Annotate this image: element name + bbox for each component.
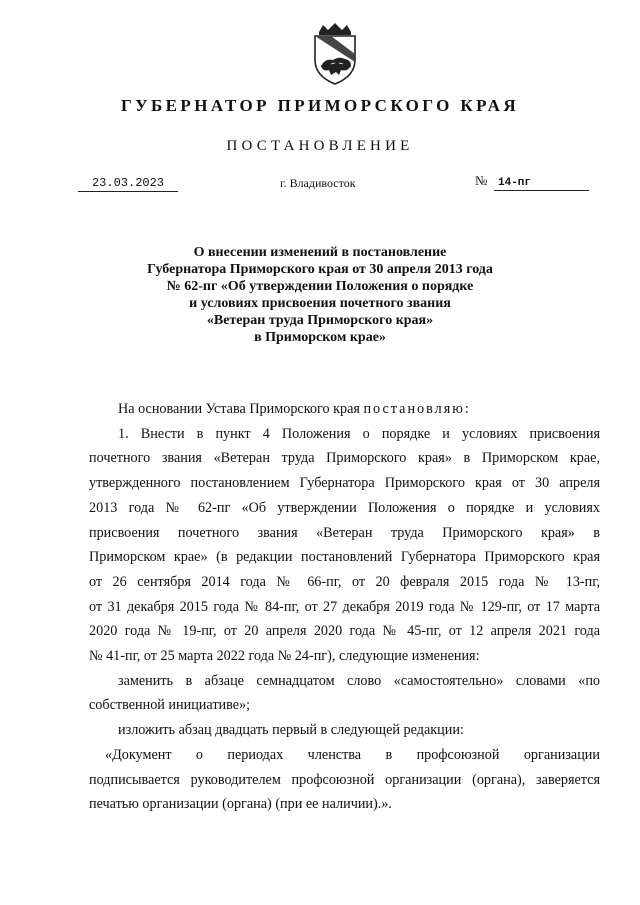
subject-line: № 62-пг «Об утверждении Положения о порядке — [166, 279, 474, 294]
subject-line: в Приморском крае» — [254, 330, 386, 345]
subject-line: Губернатора Приморского края от 30 апреля 2013 года — [147, 262, 493, 277]
preamble — [89, 397, 600, 422]
paragraph-line: № 41-пг, от 25 марта 2022 года № 24-пг), следующие изменения: — [89, 648, 480, 665]
subject-line: О внесении изменений в постановление — [193, 245, 447, 260]
paragraph-line: собственной инициативе»; — [89, 697, 251, 714]
paragraph-line: 2020 года № 19-пг, от 20 апреля 2020 года № 45-пг, от 12 апреля 2021 года — [89, 623, 600, 640]
paragraph-line: от 26 сентября 2014 года № 66-пг, от 20 февраля 2015 года № 13-пг, — [89, 573, 600, 590]
primorsky-coat-of-arms-icon — [301, 22, 369, 86]
paragraph-line: утвержденного постановлением Губернатора Приморского края от 30 апреля — [89, 475, 600, 492]
paragraph-line: «Документ о периодах членства в профсоюзной организации — [105, 746, 600, 763]
paragraph-line: Приморском крае» (в редакции постановлений Губернатора Приморского края — [89, 549, 600, 566]
document-body — [89, 397, 600, 817]
paragraph-line: 2013 года № 62-пг «Об утверждении Положения о порядке и условиях — [89, 499, 600, 516]
issuer-title: ГУБЕРНАТОР ПРИМОРСКОГО КРАЯ — [120, 96, 520, 115]
paragraph-line: подписывается руководителем профсоюзной организации (органа), заверяется — [89, 771, 600, 788]
paragraph-1 — [89, 422, 600, 669]
preamble-colon: : — [464, 401, 469, 417]
preamble-text: На основании Устава Приморского края — [118, 401, 364, 417]
document-date: 23.03.2023 — [78, 175, 178, 192]
subject-line: и условиях присвоения почетного звания — [189, 296, 451, 311]
paragraph-line: от 31 декабря 2015 года № 84-пг, от 27 декабря 2019 года № 129-пг, от 17 марта — [89, 598, 600, 615]
paragraph-3: изложить абзац двадцать первый в следующей редакции: — [118, 722, 464, 739]
paragraph-2 — [89, 669, 600, 718]
paragraph-line: 1. Внести в пункт 4 Положения о порядке и условиях присвоения — [118, 425, 600, 442]
document-number-label: № — [475, 173, 488, 188]
paragraph-line: заменить в абзаце семнадцатом слово «самостоятельно» словами «по — [118, 672, 600, 689]
document-city: г. Владивосток — [280, 176, 356, 190]
document-type: ПОСТАНОВЛЕНИЕ — [226, 138, 414, 154]
subject-line: «Ветеран труда Приморского края» — [206, 313, 434, 328]
paragraph-line: почетного звания «Ветеран труда Приморского края» в Приморском крае, — [89, 450, 600, 467]
paragraph-4 — [89, 743, 600, 817]
paragraph-line: печатью организации (органа) (при ее наличии).». — [89, 796, 392, 813]
document-number: 14-пг — [494, 175, 589, 191]
document-subject — [0, 244, 640, 346]
preamble-decree-word: постановляю — [363, 401, 465, 417]
paragraph-line: присвоения почетного звания «Ветеран труда Приморского края» в — [89, 524, 600, 541]
